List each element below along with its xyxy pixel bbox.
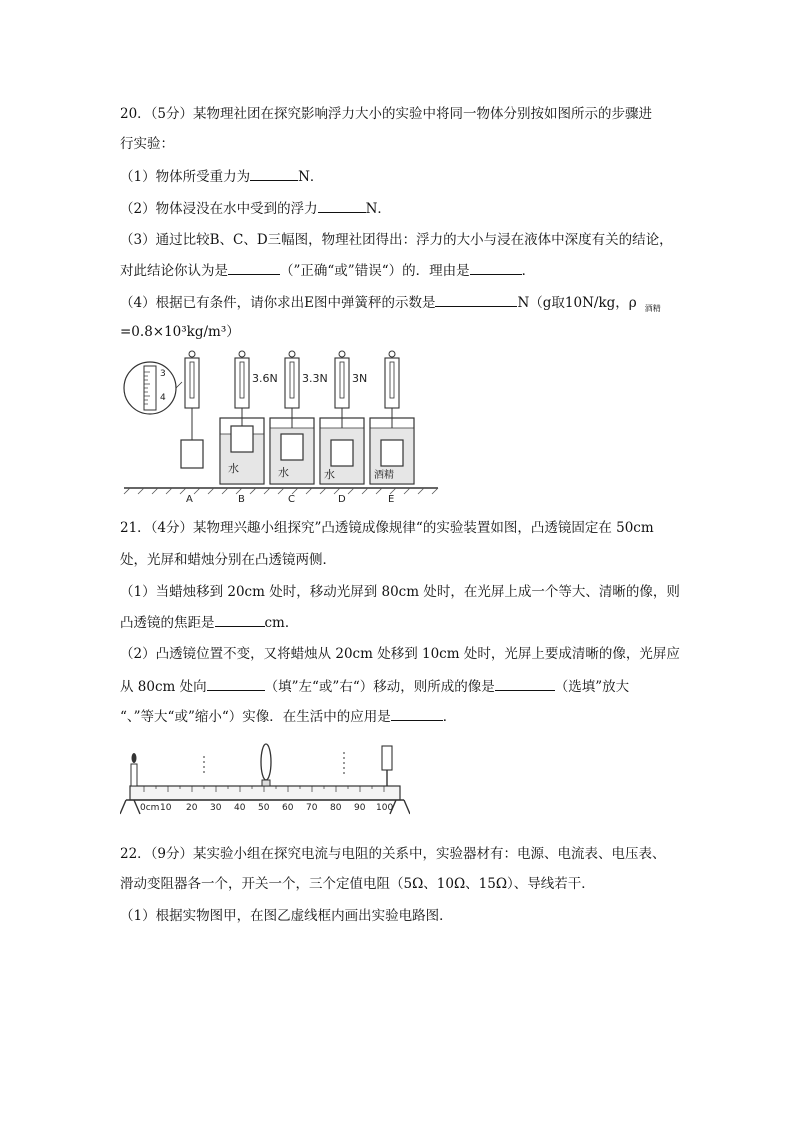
reading-label: 3N: [352, 372, 368, 385]
magnifier-circle: [124, 362, 176, 414]
q20-part1-text: （1）物体所受重力为: [120, 169, 251, 185]
ruler-label: 20: [186, 803, 198, 813]
rho-subscript: 酒精: [644, 304, 661, 313]
ruler-label: 90: [354, 803, 366, 813]
q21-part2-line2: [120, 676, 629, 697]
liquid-label: 水: [228, 462, 239, 475]
scale-mark: 4: [160, 393, 166, 403]
light-screen-icon: [382, 746, 392, 786]
setup-label: A: [186, 494, 193, 504]
q21-part2-text: 从 80cm 处向: [120, 679, 207, 695]
q21-part1-line1: （1）当蜡烛移到 20cm 处时，移动光屏到 80cm 处时，在光屏上成一个等大、清晰的像，则: [120, 584, 680, 600]
ruler-label: 10: [160, 803, 172, 813]
q21-part1-line2: [120, 612, 298, 633]
ruler-label: 100: [376, 803, 394, 813]
q20-part4-text2: N（g取10N/kg，ρ: [517, 295, 637, 311]
setup-label: E: [388, 494, 395, 504]
answer-blank[interactable]: [207, 676, 265, 691]
optical-bench-figure: [120, 740, 410, 820]
liquid-label: 水: [324, 468, 335, 481]
q21-part2-line3: [120, 706, 456, 727]
q21-part2-line1: （2）凸透镜位置不变，又将蜡烛从 20cm 处移到 10cm 处时，光屏上要成清晰的像，光屏应: [120, 646, 680, 662]
liquid-label: 酒精: [374, 470, 394, 481]
ruler-label: 0cm: [140, 803, 160, 813]
q20-part3-text2: （”正确“或”错误“）的．理由是: [280, 263, 470, 279]
q21-part1-unit: cm．: [264, 615, 299, 631]
answer-blank[interactable]: [318, 198, 366, 213]
reading-label: 3.6N: [252, 372, 278, 385]
ruler-label: 70: [306, 803, 318, 813]
q21-part2-text2: （填”左“或”右“）移动，则所成的像是: [264, 679, 495, 695]
q20-part4-line2: =0.8×10³kg/m³）: [120, 324, 240, 340]
answer-blank[interactable]: [250, 166, 298, 181]
q20-stem-line2: 行实验：: [120, 136, 174, 152]
q22-stem-line2: 滑动变阻器各一个，开关一个，三个定值电阻（5Ω、10Ω、15Ω）、导线若干．: [120, 876, 595, 892]
setup-label: D: [338, 494, 346, 504]
reading-label: 3.3N: [302, 372, 328, 385]
q22-stem-line1: 22．（9分）某实验小组在探究电流与电阻的关系中，实验器材有：电源、电流表、电压表、: [120, 846, 666, 862]
setup-label: C: [288, 494, 295, 504]
q21-stem-line1: 21．（4分）某物理兴趣小组探究”凸透镜成像规律“的实验装置如图，凸透镜固定在 50cm: [120, 520, 654, 536]
scale-mark: 3: [160, 369, 166, 379]
liquid-label: 水: [278, 466, 289, 479]
q20-part3-text: 对此结论你认为是: [120, 263, 228, 279]
q22-part1: （1）根据实物图甲，在图乙虚线框内画出实验电路图．: [120, 908, 453, 924]
q20-part2: [120, 198, 391, 219]
optical-rail: [130, 786, 400, 800]
q21-part2-text3: （选填”放大: [554, 679, 630, 695]
candle-icon: [131, 753, 137, 786]
ruler-label: 30: [210, 803, 222, 813]
q20-stem-line1: 20．（5分）某物理社团在探究影响浮力大小的实验中将同一物体分别按如图所示的步骤进: [120, 106, 653, 122]
answer-blank[interactable]: [470, 260, 522, 275]
answer-blank[interactable]: [495, 676, 555, 691]
answer-blank[interactable]: [215, 612, 265, 627]
q20-part1: [120, 166, 323, 187]
q20-part2-unit: N．: [365, 201, 391, 217]
q21-part2-text4: “、”等大“或”缩小“）实像．在生活中的应用是: [120, 709, 391, 725]
answer-blank[interactable]: [391, 706, 443, 721]
q20-part4-text: （4）根据已有条件，请你求出E图中弹簧秤的示数是: [120, 295, 436, 311]
convex-lens-icon: [261, 744, 271, 786]
ruler-label: 40: [234, 803, 246, 813]
setup-c: [270, 351, 328, 484]
answer-blank[interactable]: [228, 260, 280, 275]
answer-blank[interactable]: [435, 292, 517, 307]
q20-part4-line1: [120, 292, 661, 319]
setup-e: [370, 351, 414, 484]
setup-a: [124, 351, 203, 468]
q20-part3-line1: （3）通过比较B、C、D三幅图，物理社团得出：浮力的大小与浸在液体中深度有关的结论，: [120, 232, 673, 248]
buoyancy-experiment-figure: [120, 348, 440, 504]
q20-part1-unit: N．: [298, 169, 324, 185]
ruler-label: 50: [258, 803, 270, 813]
q20-part3-end: ．: [521, 263, 536, 279]
q20-part3-line2: [120, 260, 535, 281]
q21-part2-end: ．: [442, 709, 457, 725]
setup-label: B: [238, 494, 245, 504]
q21-part1-text: 凸透镜的焦距是: [120, 615, 215, 631]
q21-stem-line2: 处，光屏和蜡烛分别在凸透镜两侧．: [120, 552, 336, 568]
ruler-label: 60: [282, 803, 294, 813]
q20-part2-text: （2）物体浸没在水中受到的浮力: [120, 201, 318, 217]
setup-d: [320, 351, 367, 484]
setup-b: [220, 351, 278, 484]
ruler-label: 80: [330, 803, 342, 813]
